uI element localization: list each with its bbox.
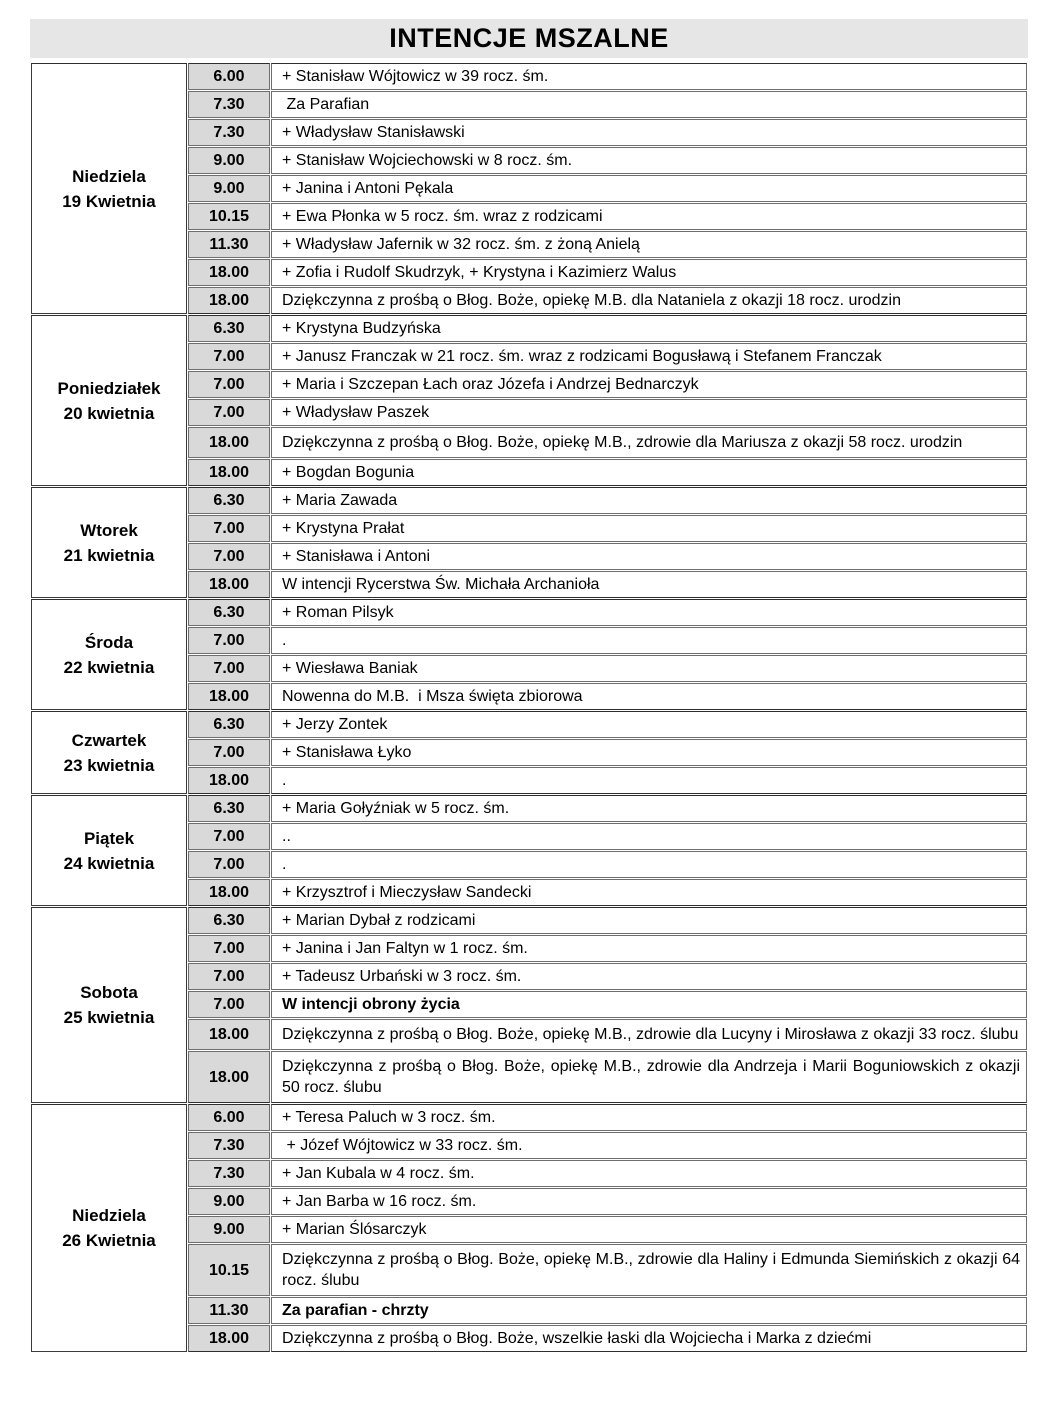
intention-cell: + Jan Barba w 16 rocz. śm. [271,1188,1027,1215]
time-cell: 10.15 [188,203,270,230]
intention-cell: + Janina i Antoni Pękala [271,175,1027,202]
day-date: 22 kwietnia [63,657,155,677]
time-cell: 7.00 [188,371,270,398]
day-date: 19 Kwietnia [62,191,156,211]
intention-cell: + Józef Wójtowicz w 33 rocz. śm. [271,1132,1027,1159]
intention-cell: W intencji obrony życia [271,991,1027,1018]
intention-cell: Dziękczynna z prośbą o Błog. Boże, opiekę M.B., zdrowie dla Andrzeja i Marii Boguniowskich z okazji 50 rocz. ślubu [271,1051,1027,1103]
intention-cell: + Jan Kubala w 4 rocz. śm. [271,1160,1027,1187]
time-cell: 7.00 [188,655,270,682]
intention-cell: W intencji Rycerstwa Św. Michała Archanioła [271,571,1027,598]
intention-cell: . [271,627,1027,654]
time-cell: 9.00 [188,1188,270,1215]
day-name: Środa [84,632,134,652]
intention-cell: + Tadeusz Urbański w 3 rocz. śm. [271,963,1027,990]
intention-cell: + Maria Zawada [271,487,1027,514]
day-name: Poniedziałek [57,378,161,398]
intention-cell: Dziękczynna z prośbą o Błog. Boże, opiekę M.B., zdrowie dla Haliny i Edmunda Siemińskich z okazji 64 rocz. ślubu [271,1244,1027,1296]
intention-cell: + Marian Dybał z rodzicami [271,907,1027,934]
time-cell: 6.30 [188,599,270,626]
time-cell: 7.00 [188,851,270,878]
table-row [31,795,1027,822]
time-cell: 9.00 [188,175,270,202]
time-cell: 7.00 [188,543,270,570]
day-cell [31,711,187,794]
time-cell: 7.00 [188,343,270,370]
table-row [31,711,1027,738]
time-cell: 6.00 [188,1104,270,1131]
table-row [31,487,1027,514]
intention-cell: + Stanisław Wojciechowski w 8 rocz. śm. [271,147,1027,174]
time-cell: 7.00 [188,963,270,990]
time-cell: 18.00 [188,459,270,486]
intention-cell: + Maria Gołyźniak w 5 rocz. śm. [271,795,1027,822]
intention-cell: + Marian Ślósarczyk [271,1216,1027,1243]
intention-cell: + Stanisława i Antoni [271,543,1027,570]
time-cell: 18.00 [188,1051,270,1103]
time-cell: 18.00 [188,427,270,458]
day-name: Piątek [83,828,135,848]
day-date: 20 kwietnia [63,403,155,423]
time-cell: 7.00 [188,823,270,850]
day-date: 26 Kwietnia [62,1231,156,1250]
time-cell: 7.00 [188,515,270,542]
page-title: INTENCJE MSZALNE [30,19,1028,58]
time-cell: 7.00 [188,399,270,426]
day-cell [31,487,187,598]
intentions-table-body [31,63,1027,1352]
time-cell: 7.30 [188,119,270,146]
day-name: Wtorek [80,520,138,540]
intention-cell: Dziękczynna z prośbą o Błog. Boże, wszelkie łaski dla Wojciecha i Marka z dziećmi [271,1325,1027,1352]
time-cell: 6.30 [188,711,270,738]
day-cell [31,907,187,1103]
time-cell: 18.00 [188,259,270,286]
intention-cell: + Krzysztrof i Mieczysław Sandecki [271,879,1027,906]
time-cell: 11.30 [188,231,270,258]
time-cell: 6.30 [188,795,270,822]
time-cell: 18.00 [188,767,270,794]
intention-cell: + Krystyna Budzyńska [271,315,1027,342]
day-cell [31,795,187,906]
time-cell: 18.00 [188,683,270,710]
intention-cell: + Władysław Jafernik w 32 rocz. śm. z żoną Anielą [271,231,1027,258]
intention-cell: Dziękczynna z prośbą o Błog. Boże, opiekę M.B. dla Nataniela z okazji 18 rocz. urodzin [271,287,1027,314]
time-cell: 6.30 [188,907,270,934]
time-cell: 18.00 [188,1019,270,1050]
time-cell: 6.00 [188,63,270,90]
intention-cell: . [271,851,1027,878]
intention-cell: + Ewa Płonka w 5 rocz. śm. wraz z rodzicami [271,203,1027,230]
intention-cell: . [271,767,1027,794]
intention-cell: + Janusz Franczak w 21 rocz. śm. wraz z rodzicami Bogusławą i Stefanem Franczak [271,343,1027,370]
time-cell: 7.30 [188,91,270,118]
day-name: Niedziela [72,166,146,186]
intention-cell: + Stanisława Łyko [271,739,1027,766]
time-cell: 9.00 [188,147,270,174]
table-row [31,907,1027,934]
time-cell: 7.00 [188,935,270,962]
day-date: 23 kwietnia [63,755,155,775]
table-row [31,599,1027,626]
intention-cell: + Krystyna Prałat [271,515,1027,542]
time-cell: 18.00 [188,571,270,598]
intention-cell: + Wiesława Baniak [271,655,1027,682]
intention-cell: .. [271,823,1027,850]
day-name: Czwartek [71,730,147,750]
time-cell: 18.00 [188,1325,270,1352]
time-cell: 7.00 [188,739,270,766]
intention-cell: Za Parafian [271,91,1027,118]
intention-cell: + Teresa Paluch w 3 rocz. śm. [271,1104,1027,1131]
day-name: Sobota [80,983,138,1002]
time-cell: 9.00 [188,1216,270,1243]
time-cell: 7.30 [188,1160,270,1187]
time-cell: 7.00 [188,991,270,1018]
time-cell: 18.00 [188,287,270,314]
intention-cell: + Roman Pilsyk [271,599,1027,626]
time-cell: 6.30 [188,315,270,342]
intention-cell: Za parafian - chrzty [271,1297,1027,1324]
time-cell: 10.15 [188,1244,270,1296]
intention-cell: Dziękczynna z prośbą o Błog. Boże, opiekę M.B., zdrowie dla Lucyny i Mirosława z okazji 33 rocz. ślubu [271,1019,1027,1050]
time-cell: 6.30 [188,487,270,514]
intention-cell: + Bogdan Bogunia [271,459,1027,486]
intention-cell: + Zofia i Rudolf Skudrzyk, + Krystyna i Kazimierz Walus [271,259,1027,286]
intention-cell: + Stanisław Wójtowicz w 39 rocz. śm. [271,63,1027,90]
table-row [31,63,1027,90]
time-cell: 18.00 [188,879,270,906]
day-date: 21 kwietnia [63,545,155,565]
table-row [31,1104,1027,1131]
time-cell: 7.30 [188,1132,270,1159]
day-cell [31,315,187,486]
time-cell: 7.00 [188,627,270,654]
intention-cell: + Władysław Stanisławski [271,119,1027,146]
intention-cell: + Władysław Paszek [271,399,1027,426]
intentions-table [30,62,1028,1353]
intention-cell: + Maria i Szczepan Łach oraz Józefa i Andrzej Bednarczyk [271,371,1027,398]
day-cell [31,1104,187,1352]
day-date: 24 kwietnia [63,853,155,873]
intention-cell: + Janina i Jan Faltyn w 1 rocz. śm. [271,935,1027,962]
day-cell [31,599,187,710]
intention-cell: + Jerzy Zontek [271,711,1027,738]
day-cell [31,63,187,314]
day-date: 25 kwietnia [63,1008,155,1027]
intention-cell: Nowenna do M.B. i Msza święta zbiorowa [271,683,1027,710]
intention-cell: Dziękczynna z prośbą o Błog. Boże, opiekę M.B., zdrowie dla Mariusza z okazji 58 rocz. urodzin [271,427,1027,458]
table-row [31,315,1027,342]
day-name: Niedziela [72,1206,146,1225]
time-cell: 11.30 [188,1297,270,1324]
